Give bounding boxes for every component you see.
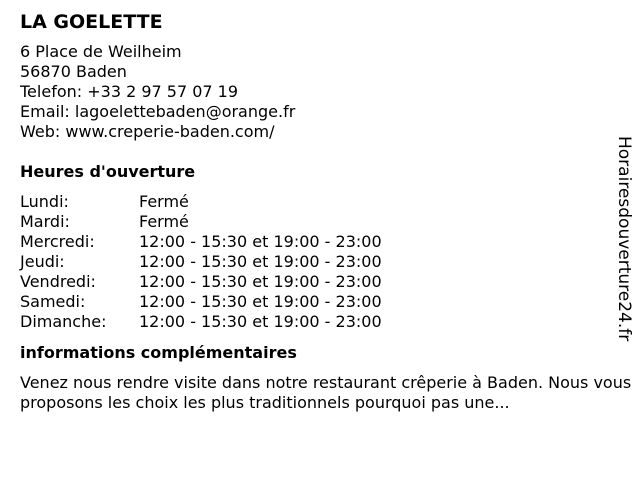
business-name: LA GOELETTE — [20, 11, 163, 33]
hours-day: Jeudi: — [20, 252, 65, 271]
hours-day: Mardi: — [20, 212, 70, 231]
address-block — [20, 42, 610, 142]
hours-row-friday — [20, 272, 610, 292]
site-watermark: Horairesdouverture24.fr — [614, 136, 634, 342]
address-street: 6 Place de Weilheim — [20, 42, 182, 61]
hours-day: Mercredi: — [20, 232, 95, 251]
hours-row-saturday — [20, 292, 610, 312]
hours-time: 12:00 - 15:30 et 19:00 - 23:00 — [139, 312, 382, 331]
opening-hours-table — [20, 192, 610, 332]
hours-time: 12:00 - 15:30 et 19:00 - 23:00 — [139, 232, 382, 251]
additional-info-text: Venez nous rendre visite dans notre restaurant crêperie à Baden. Nous vous proposons les choix les plus traditionnels pourquoi pas une... — [20, 373, 632, 412]
opening-hours-heading: Heures d'ouverture — [20, 162, 196, 181]
website-address: Web: www.creperie-baden.com/ — [20, 122, 275, 141]
hours-day: Samedi: — [20, 292, 86, 311]
address-city: 56870 Baden — [20, 62, 127, 81]
hours-row-wednesday — [20, 232, 610, 252]
hours-day: Dimanche: — [20, 312, 107, 331]
hours-time: 12:00 - 15:30 et 19:00 - 23:00 — [139, 272, 382, 291]
email-address: Email: lagoelettebaden@orange.fr — [20, 102, 296, 121]
additional-info-heading: informations complémentaires — [20, 343, 297, 362]
hours-day: Vendredi: — [20, 272, 96, 291]
hours-row-thursday — [20, 252, 610, 272]
hours-row-monday — [20, 192, 610, 212]
hours-row-sunday — [20, 312, 610, 332]
hours-time: 12:00 - 15:30 et 19:00 - 23:00 — [139, 292, 382, 311]
phone-number: Telefon: +33 2 97 57 07 19 — [20, 82, 239, 101]
hours-time: 12:00 - 15:30 et 19:00 - 23:00 — [139, 252, 382, 271]
hours-day: Lundi: — [20, 192, 69, 211]
hours-row-tuesday — [20, 212, 610, 232]
hours-time: Fermé — [139, 212, 189, 231]
hours-time: Fermé — [139, 192, 189, 211]
